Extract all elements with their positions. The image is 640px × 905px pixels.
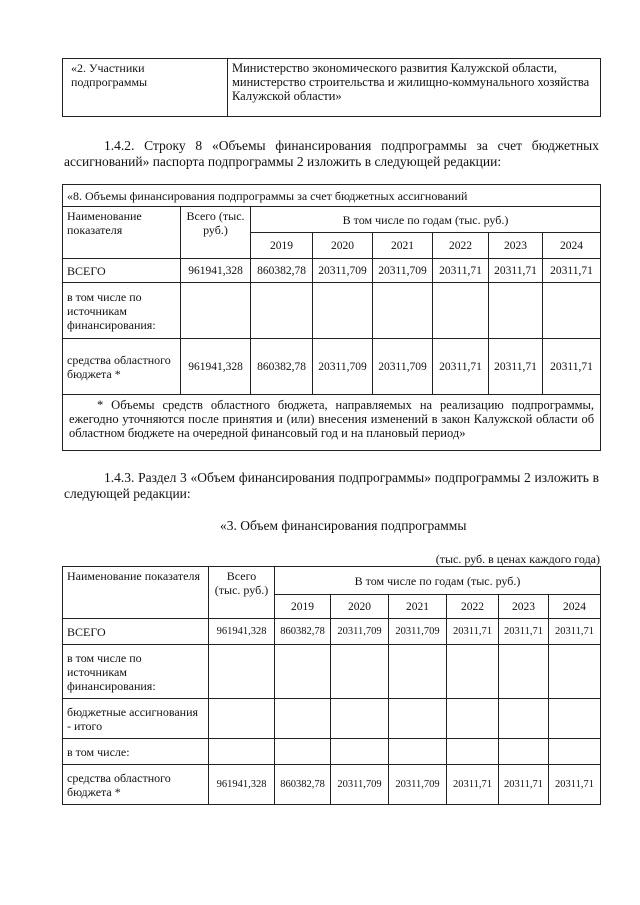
row-name: ВСЕГО (63, 259, 181, 283)
row-value: 860382,78 (251, 339, 313, 395)
table2-col-total: Всего (тыс. руб.) (181, 207, 251, 259)
row-value: 20311,71 (447, 619, 499, 645)
row-name: в том числе: (63, 739, 209, 765)
row-value (313, 283, 373, 339)
row-value: 20311,71 (447, 765, 499, 805)
table2-footnote: * Объемы средств областного бюджета, направляемых на реализацию подпрограммы, ежегодно уточняются после принятия и (или) внесения изменений в закон Калужской области об областном бюджете на очередной финансовый год и на плановый период» (63, 395, 601, 451)
participants-value: Министерство экономического развития Калужской области, министерство строительства и жилищно-коммунального хозяйства Калужской области» (228, 59, 601, 117)
row-total (181, 283, 251, 339)
row-value: 20311,709 (331, 619, 389, 645)
financing-table-section3 (62, 566, 601, 805)
table3-year: 2024 (549, 595, 601, 619)
row-total: 961941,328 (181, 259, 251, 283)
row-value: 20311,71 (549, 619, 601, 645)
row-value: 20311,71 (489, 259, 543, 283)
row-value: 20311,709 (313, 339, 373, 395)
row-value (275, 645, 331, 699)
row-value (331, 645, 389, 699)
row-value (373, 283, 433, 339)
row-name: бюджетные ассигнования - итого (63, 699, 209, 739)
row-value (275, 739, 331, 765)
participants-table (62, 58, 601, 117)
row-value (549, 645, 601, 699)
row-name: средства областного бюджета * (63, 339, 181, 395)
row-value: 20311,71 (499, 765, 549, 805)
table-row (63, 699, 601, 739)
table3-col-total: Всего (тыс. руб.) (209, 567, 275, 619)
row-value (331, 699, 389, 739)
table2-year: 2020 (313, 233, 373, 259)
row-value (389, 645, 447, 699)
table2-year: 2021 (373, 233, 433, 259)
row-value (489, 283, 543, 339)
row-total (209, 699, 275, 739)
table3-year: 2022 (447, 595, 499, 619)
table-row (63, 259, 601, 283)
table2-caption: «8. Объемы финансирования подпрограммы за счет бюджетных ассигнований (63, 185, 601, 207)
row-value: 20311,71 (433, 259, 489, 283)
table3-year: 2020 (331, 595, 389, 619)
row-total (209, 739, 275, 765)
row-value: 20311,709 (373, 339, 433, 395)
table2-year: 2024 (543, 233, 601, 259)
row-value: 20311,71 (543, 259, 601, 283)
row-value: 860382,78 (275, 765, 331, 805)
row-value: 20311,709 (389, 765, 447, 805)
row-value (549, 699, 601, 739)
table3-years-header: В том числе по годам (тыс. руб.) (275, 567, 601, 595)
table-row (63, 739, 601, 765)
table2-col-name: Наименование показателя (63, 207, 181, 259)
units-note: (тыс. руб. в ценах каждого года) (435, 552, 600, 566)
row-value (543, 283, 601, 339)
table-row (63, 765, 601, 805)
row-value: 20311,71 (499, 619, 549, 645)
row-name: в том числе по источникам финансирования: (63, 283, 181, 339)
row-value (447, 645, 499, 699)
table-row (63, 339, 601, 395)
row-value (251, 283, 313, 339)
row-name: ВСЕГО (63, 619, 209, 645)
row-total: 961941,328 (181, 339, 251, 395)
row-value (275, 699, 331, 739)
row-total: 961941,328 (209, 765, 275, 805)
row-value (499, 739, 549, 765)
row-total: 961941,328 (209, 619, 275, 645)
row-value: 20311,71 (549, 765, 601, 805)
row-value: 860382,78 (251, 259, 313, 283)
row-value (433, 283, 489, 339)
row-value (549, 739, 601, 765)
table3-year: 2019 (275, 595, 331, 619)
paragraph-1-4-3: 1.4.3. Раздел 3 «Объем финансирования подпрограммы» подпрограммы 2 изложить в следующей редакции: (64, 470, 599, 501)
paragraph-1-4-2: 1.4.2. Строку 8 «Объемы финансирования подпрограммы за счет бюджетных ассигнований» паспорта подпрограммы 2 изложить в следующей редакции: (64, 138, 599, 169)
row-value: 20311,709 (313, 259, 373, 283)
table2-years-header: В том числе по годам (тыс. руб.) (251, 207, 601, 233)
section3-title: «3. Объем финансирования подпрограммы (220, 518, 467, 533)
row-total (209, 645, 275, 699)
row-value (389, 699, 447, 739)
row-name: средства областного бюджета * (63, 765, 209, 805)
row-value (499, 699, 549, 739)
financing-table-passport (62, 184, 601, 451)
participants-label: «2. Участники подпрограммы (63, 59, 228, 117)
table2-year: 2019 (251, 233, 313, 259)
table-row (63, 283, 601, 339)
table-row (63, 645, 601, 699)
table3-year: 2023 (499, 595, 549, 619)
row-value: 20311,709 (389, 619, 447, 645)
row-value: 860382,78 (275, 619, 331, 645)
row-value (331, 739, 389, 765)
row-value: 20311,709 (373, 259, 433, 283)
table2-year: 2023 (489, 233, 543, 259)
row-value: 20311,71 (489, 339, 543, 395)
row-value (499, 645, 549, 699)
row-value: 20311,709 (331, 765, 389, 805)
table2-year: 2022 (433, 233, 489, 259)
row-value (389, 739, 447, 765)
row-value (447, 699, 499, 739)
table-row (63, 619, 601, 645)
table3-year: 2021 (389, 595, 447, 619)
row-value: 20311,71 (433, 339, 489, 395)
row-value (447, 739, 499, 765)
row-name: в том числе по источникам финансирования: (63, 645, 209, 699)
row-value: 20311,71 (543, 339, 601, 395)
table3-col-name: Наименование показателя (63, 567, 209, 619)
